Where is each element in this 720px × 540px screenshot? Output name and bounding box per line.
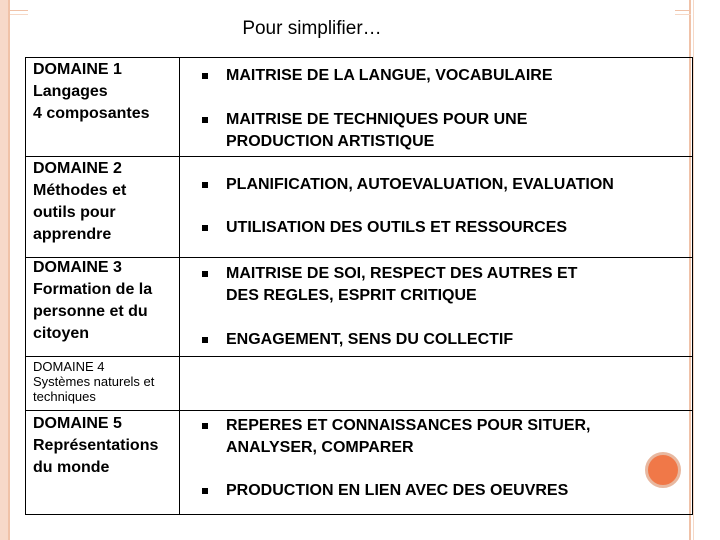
bullet-item-3	[202, 174, 682, 196]
frame-right-inner-line	[693, 0, 694, 540]
domain-3-heading: DOMAINE 3	[33, 259, 122, 276]
bullet-item-2-line-1: MAITRISE DE TECHNIQUES POUR UNE	[226, 111, 528, 128]
domain-4-cell	[33, 359, 178, 404]
bullet-item-4-text: UTILISATION DES OUTILS ET RESSOURCES	[226, 219, 568, 236]
domain-3-line-4: citoyen	[33, 325, 90, 342]
bullet-item-7-line-1: REPERES ET CONNAISSANCES POUR SITUER,	[226, 417, 591, 434]
bullet-item-2	[202, 109, 682, 153]
domain-4-line-3: techniques	[33, 389, 96, 404]
domain-3-line-2: Formation de la	[33, 281, 153, 298]
frame-corner-top-left	[10, 10, 28, 11]
bullet-item-2-line-2: PRODUCTION ARTISTIQUE	[226, 133, 435, 150]
domain-5-cell	[33, 413, 178, 479]
bullet-item-5	[202, 263, 682, 307]
square-bullet-icon	[202, 271, 208, 277]
domain-2-line-2: Méthodes et	[33, 182, 127, 199]
bullet-item-5-line-2: DES REGLES, ESPRIT CRITIQUE	[226, 287, 477, 304]
row-divider-4	[25, 410, 693, 411]
bullet-item-7	[202, 415, 682, 459]
slide-title: Pour simplifier…	[242, 18, 382, 39]
domain-4-line-2: Systèmes naturels et	[33, 374, 155, 389]
square-bullet-icon	[202, 73, 208, 79]
domain-5-line-3: du monde	[33, 459, 110, 476]
decorative-orange-circle	[645, 452, 681, 488]
domain-2-cell	[33, 158, 178, 246]
domain-2-line-3: outils pour	[33, 204, 116, 221]
bullet-item-6-text: ENGAGEMENT, SENS DU COLLECTIF	[226, 331, 514, 348]
square-bullet-icon	[202, 182, 208, 188]
table-column-divider	[179, 57, 180, 515]
bullet-item-5-line-1: MAITRISE DE SOI, RESPECT DES AUTRES ET	[226, 265, 578, 282]
frame-corner-top-right	[675, 10, 691, 11]
domain-2-line-4: apprendre	[33, 226, 112, 243]
square-bullet-icon	[202, 337, 208, 343]
domain-2-heading: DOMAINE 2	[33, 160, 122, 177]
domain-1-line-3: 4 composantes	[33, 105, 150, 122]
frame-corner-top-right-inner	[675, 14, 691, 15]
domain-5-heading: DOMAINE 5	[33, 415, 122, 432]
domain-3-line-3: personne et du	[33, 303, 148, 320]
bullet-item-4	[202, 217, 682, 239]
bullet-item-8-text: PRODUCTION EN LIEN AVEC DES OEUVRES	[226, 482, 569, 499]
domain-1-heading: DOMAINE 1	[33, 61, 122, 78]
square-bullet-icon	[202, 488, 208, 494]
domain-4-heading: DOMAINE 4	[33, 359, 105, 374]
domain-5-line-2: Représentations	[33, 437, 159, 454]
domain-1-line-2: Langages	[33, 83, 108, 100]
square-bullet-icon	[202, 117, 208, 123]
bullet-item-3-text: PLANIFICATION, AUTOEVALUATION, EVALUATION	[226, 176, 614, 193]
domain-3-cell	[33, 257, 178, 345]
bullet-item-7-line-2: ANALYSER, COMPARER	[226, 439, 414, 456]
row-divider-3	[25, 356, 693, 357]
row-divider-1	[25, 156, 693, 157]
frame-corner-top-left-inner	[10, 14, 28, 15]
bullet-item-6	[202, 329, 682, 351]
square-bullet-icon	[202, 423, 208, 429]
bullet-item-8	[202, 480, 682, 502]
square-bullet-icon	[202, 225, 208, 231]
frame-left-line	[8, 0, 10, 540]
domain-1-cell	[33, 59, 178, 125]
bullet-item-1	[202, 65, 682, 87]
bullet-item-1-text: MAITRISE DE LA LANGUE, VOCABULAIRE	[226, 67, 553, 84]
